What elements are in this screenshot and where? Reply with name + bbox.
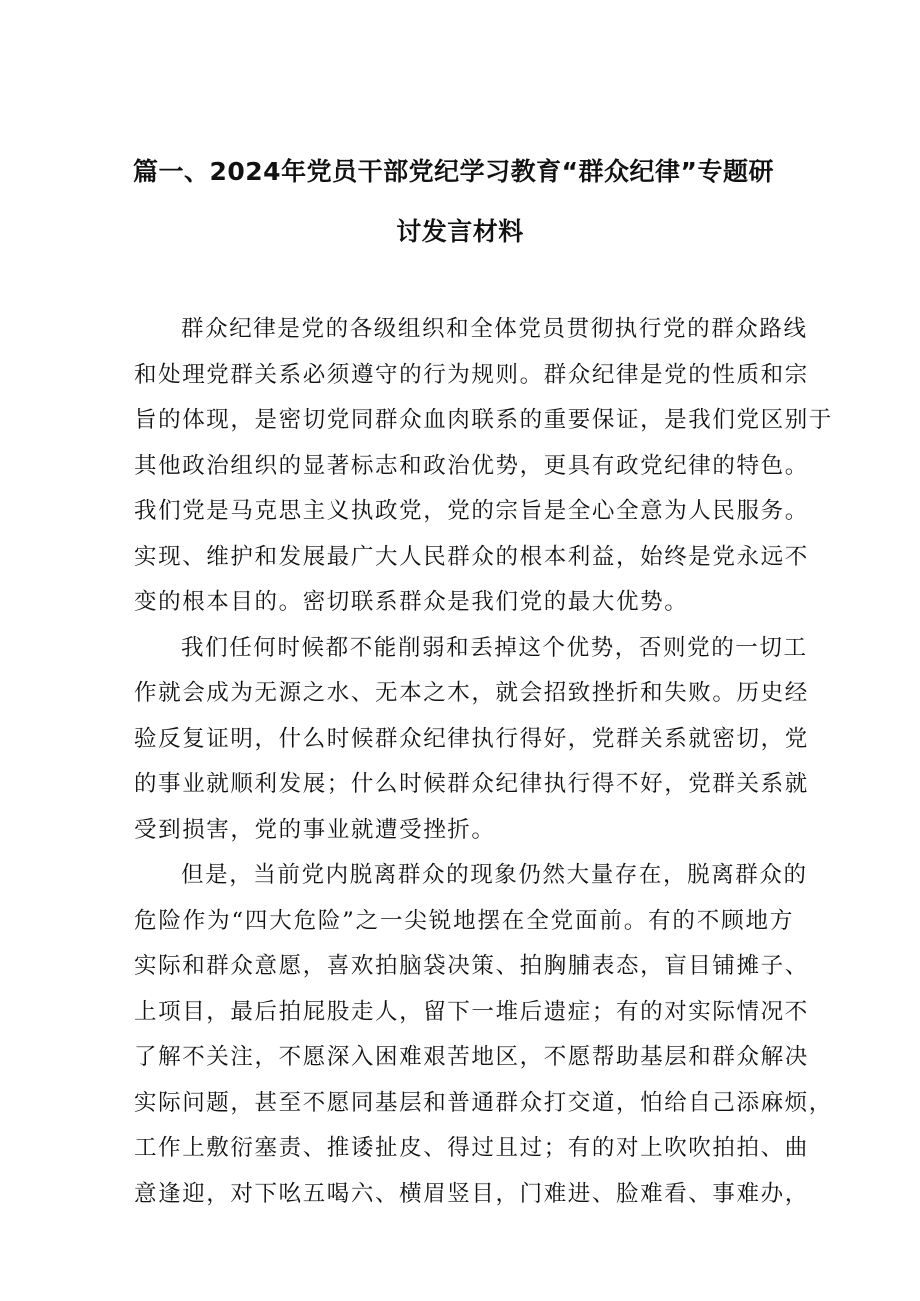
paragraph-3-line-8: 意逢迎，对下吆五喝六、横眉竖目，门难进、脸难看、事难办， — [134, 1180, 809, 1207]
paragraph-3-line-7: 工作上敷衍塞责、推诿扯皮、得过且过；有的对上吹吹拍拍、曲 — [134, 1135, 809, 1161]
paragraph-3-line-1: 但是，当前党内脱离群众的现象仍然大量存在，脱离群众的 — [181, 862, 808, 888]
paragraph-2-line-5: 受到损害，党的事业就遭受挫折。 — [134, 816, 496, 843]
paragraph-1-line-2: 和处理党群关系必须遵守的行为规则。群众纪律是党的性质和宗 — [134, 361, 809, 388]
document-title-line-2: 讨发言材料 — [396, 217, 524, 246]
paragraph-3-line-2: 危险作为“四大危险”之一尖锐地摆在全党面前。有的不顾地方 — [134, 907, 794, 934]
paragraph-1-line-7: 变的根本目的。密切联系群众是我们党的最大优势。 — [134, 589, 689, 615]
paragraph-1-line-1: 群众纪律是党的各级组织和全体党员贯彻执行党的群众路线 — [181, 316, 808, 342]
paragraph-3-line-4: 上项目，最后拍屁股走人，留下一堆后遗症；有的对实际情况不 — [134, 998, 809, 1025]
paragraph-3-line-5: 了解不关注，不愿深入困难艰苦地区，不愿帮助基层和群众解决 — [134, 1044, 809, 1070]
paragraph-2-line-4: 的事业就顺利发展；什么时候群众纪律执行得不好，党群关系就 — [134, 771, 809, 797]
paragraph-2-line-2: 作就会成为无源之水、无本之木，就会招致挫折和失败。历史经 — [134, 680, 809, 706]
paragraph-1-line-4: 其他政治组织的显著标志和政治优势，更具有政党纪律的特色。 — [134, 452, 809, 479]
paragraph-2-line-1: 我们任何时候都不能削弱和丢掉这个优势，否则党的一切工 — [181, 634, 808, 661]
paragraph-1-line-5: 我们党是马克思主义执政党，党的宗旨是全心全意为人民服务。 — [134, 498, 809, 524]
paragraph-2-line-3: 验反复证明，什么时候群众纪律执行得好，党群关系就密切，党 — [134, 725, 809, 752]
paragraph-3-line-6: 实际问题，甚至不愿同基层和普通群众打交道，怕给自己添麻烦， — [134, 1089, 833, 1116]
paragraph-1-line-3: 旨的体现，是密切党同群众血肉联系的重要保证，是我们党区别于 — [134, 407, 833, 433]
paragraph-1-line-6: 实现、维护和发展最广大人民群众的根本利益，始终是党永远不 — [134, 543, 809, 570]
paragraph-3-line-3: 实际和群众意愿，喜欢拍脑袋决策、拍胸脯表态，盲目铺摊子、 — [134, 953, 809, 979]
document-title-line-1: 篇一、2024年党员干部党纪学习教育“群众纪律”专题研 — [133, 157, 774, 186]
document-body — [134, 307, 833, 1217]
